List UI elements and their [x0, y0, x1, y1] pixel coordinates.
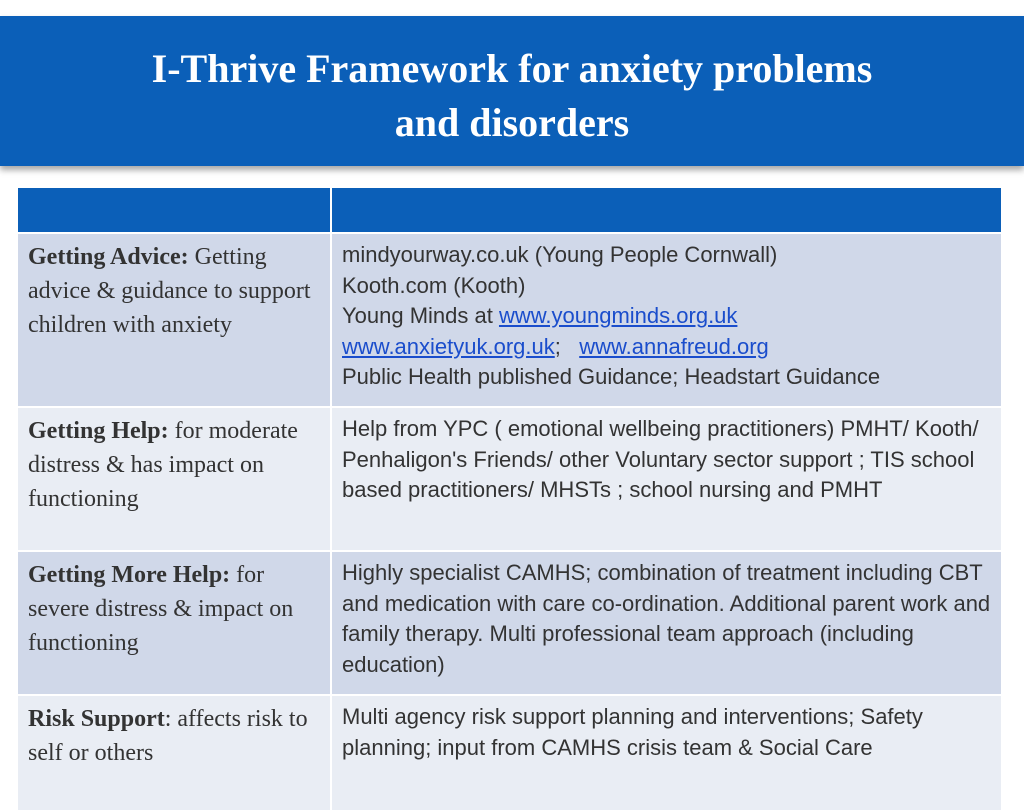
- services-cell: [331, 407, 1002, 551]
- service-line: Public Health published Guidance; Headstart Guidance: [342, 364, 881, 389]
- tier-cell: [17, 551, 331, 695]
- youngminds-link[interactable]: www.youngminds.org.uk: [498, 303, 738, 328]
- tier-description: for moderate distress & has impact on functioning: [28, 418, 298, 512]
- table-row-risk-support: [17, 695, 1002, 811]
- table-header-row: [17, 187, 1002, 233]
- service-line: [342, 301, 993, 332]
- table-header-cell-right: [331, 187, 1002, 233]
- services-text: Multi agency risk support planning and interventions; Safety planning; input from CAMHS crisis team & Social Care: [342, 704, 923, 760]
- tier-heading: Getting Help:: [28, 418, 169, 444]
- table-row-getting-more-help: [17, 551, 1002, 695]
- service-line: Kooth.com (Kooth): [342, 272, 526, 298]
- table-row-getting-help: [17, 407, 1002, 551]
- tier-cell: [17, 233, 331, 407]
- service-line: [342, 332, 993, 363]
- slide-title: [0, 42, 1024, 150]
- tier-description: Getting advice & guidance to support children with anxiety: [28, 244, 311, 338]
- services-cell: [331, 233, 1002, 407]
- services-text: Help from YPC ( emotional wellbeing practitioners) PMHT/ Kooth/ Penhaligon's Friends/ other Voluntary sector support ; TIS school based practitioners/ MHSTs ; school nursing and PMHT: [342, 416, 979, 502]
- slide-title-line-1: I-Thrive Framework for anxiety problems: [151, 46, 873, 91]
- services-text: Highly specialist CAMHS; combination of treatment including CBT and medication with care co-ordination. Additional parent work and family therapy. Multi professional team approach (including education): [342, 560, 991, 677]
- tier-cell: [17, 695, 331, 811]
- services-cell: [331, 551, 1002, 695]
- service-line: mindyourway.co.uk (Young People Cornwall): [342, 242, 778, 267]
- slide-title-line-2: and disorders: [394, 100, 630, 145]
- tier-cell: [17, 407, 331, 551]
- tier-description: : affects risk to self or others: [28, 706, 308, 766]
- link-separator: ;: [554, 333, 580, 359]
- tier-description: for severe distress & impact on functioning: [28, 562, 294, 656]
- anxietyuk-link[interactable]: www.anxietyuk.org.uk: [342, 333, 555, 359]
- tier-heading: Getting Advice:: [28, 244, 189, 270]
- table-row-getting-advice: [17, 233, 1002, 407]
- tier-heading: Risk Support: [28, 706, 165, 732]
- framework-table: [16, 186, 1003, 812]
- tier-heading: Getting More Help:: [28, 562, 231, 588]
- annafreud-link[interactable]: www.annafreud.org: [579, 333, 769, 359]
- table-header-cell-left: [17, 187, 331, 233]
- services-cell: [331, 695, 1002, 811]
- service-text: Young Minds at: [342, 303, 499, 328]
